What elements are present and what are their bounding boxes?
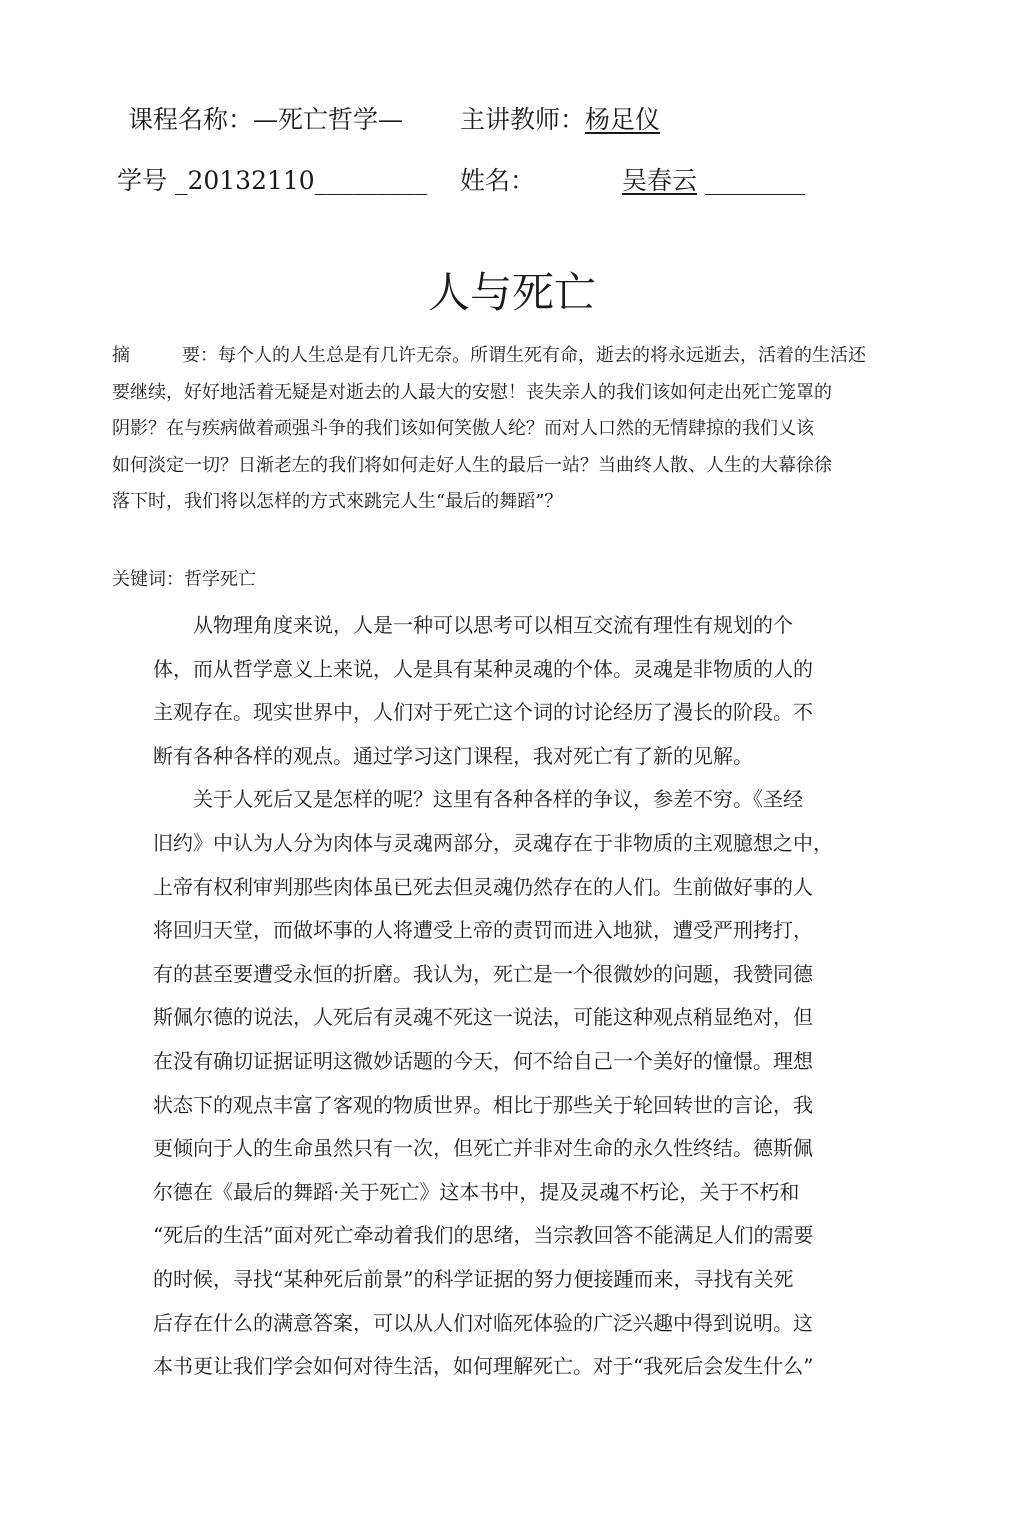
body-line: 主观存在。现实世界中，人们对于死亡这个词的讨论经历了漫长的阶段。不 <box>153 700 813 725</box>
body-line: 在没有确切证据证明这微妙话题的今天，何不给自己一个美好的憧憬。理想 <box>153 1048 813 1073</box>
body-line: 本书更让我们学会如何对待生活，如何理解死亡。对于“我死后会发生什么” <box>153 1354 814 1379</box>
body-line: 旧约》中认为人分为肉体与灵魂两部分，灵魂存在于非物质的主观臆想之中， <box>153 830 833 855</box>
abstract <box>112 338 922 521</box>
abstract-line: 要继续，好好地活着无疑是对逝去的人最大的安慰！丧失亲人的我们该如何走出死亡笼罩的 <box>112 381 832 403</box>
student-id-value: _20132110_________ <box>174 166 428 195</box>
body-line: 尔德在《最后的舞蹈·关于死亡》这本书中，提及灵魂不朽论，关于不朽和 <box>153 1179 800 1204</box>
course-name: —死亡哲学— <box>253 105 404 134</box>
teacher-name: 杨足仪 <box>585 105 661 134</box>
abstract-label-first: 摘 <box>112 345 130 366</box>
body-line: 体，而从哲学意义上来说，人是具有某种灵魂的个体。灵魂是非物质的人的 <box>153 656 813 681</box>
body-line: 断有各种各样的观点。通过学习这门课程，我对死亡有了新的见解。 <box>153 743 753 768</box>
body-line: 有的甚至要遭受永恒的折磨。我认为，死亡是一个很微妙的问题，我赞同德 <box>153 961 813 986</box>
keywords-value: 哲学死亡 <box>184 569 256 590</box>
course-label: 课程名称： <box>128 105 254 134</box>
course-field <box>128 107 403 132</box>
teacher-field <box>460 107 660 132</box>
body-line: 从物理角度来说，人是一种可以思考可以相互交流有理性有规划的个 <box>153 613 793 637</box>
student-id-label: 学号 <box>117 166 168 195</box>
abstract-line: 如何淡定一切？日渐老左的我们将如何走好人生的最后一站？当曲终人散、人生的大幕徐徐 <box>112 454 832 476</box>
abstract-line <box>112 338 922 375</box>
student-id-field <box>117 168 427 193</box>
abstract-label-second: 要： <box>182 345 218 366</box>
abstract-line: 落下时，我们将以怎样的方式來跳完人生“最后的舞蹈”？ <box>112 491 563 513</box>
body-line: 将回归天堂，而做坏事的人将遭受上帝的责罚而进入地狱，遭受严刑拷打， <box>153 918 813 943</box>
body-line: 关于人死后又是怎样的呢？这里有各种各样的争议，参差不穷。《圣经 <box>153 787 803 812</box>
body-line: 状态下的观点丰富了客观的物质世界。相比于那些关于轮回转世的言论，我 <box>153 1092 813 1117</box>
abstract-line: 阴影？在与疾病做着顽强斗争的我们该如何笑傲人纶？而对人口然的无情肆掠的我们乂该 <box>112 418 814 440</box>
name-tail: ________ <box>697 166 805 195</box>
keywords <box>112 562 256 598</box>
teacher-label: 主讲教师： <box>460 105 586 134</box>
abstract-first-line: 每个人的人生总是有几许无奈。所谓生死有命，逝去的将永远逝去，活着的生活还 <box>218 345 866 366</box>
body-line: “死后的生活”面对死亡牵动着我们的思绪，当宗教回答不能满足人们的需要 <box>153 1223 814 1248</box>
body-line: 后存在什么的满意答案，可以从人们对临死体验的广泛兴趣中得到说明。这 <box>153 1310 813 1335</box>
keywords-label: 关键词： <box>112 569 184 590</box>
body-line: 更倾向于人的生命虽然只有一次，但死亡并非对生命的永久性终结。德斯佩 <box>153 1136 813 1161</box>
name-label: 姓名： <box>460 166 536 195</box>
body-line: 上帝有权利审判那些肉体虽已死去但灵魂仍然存在的人们。生前做好事的人 <box>153 874 813 899</box>
document-title: 人与死亡 <box>427 268 596 317</box>
body-line: 的时候，寻找“某种死后前景”的科学证据的努力便接踵而来，寻找有关死 <box>153 1266 794 1291</box>
body-text <box>153 604 873 1389</box>
student-name-field <box>622 168 805 193</box>
student-name: 吴春云 <box>622 166 698 195</box>
body-line: 斯佩尔德的说法，人死后有灵魂不死这一说法，可能这种观点稍显绝对，但 <box>153 1005 813 1030</box>
name-field <box>460 168 535 193</box>
